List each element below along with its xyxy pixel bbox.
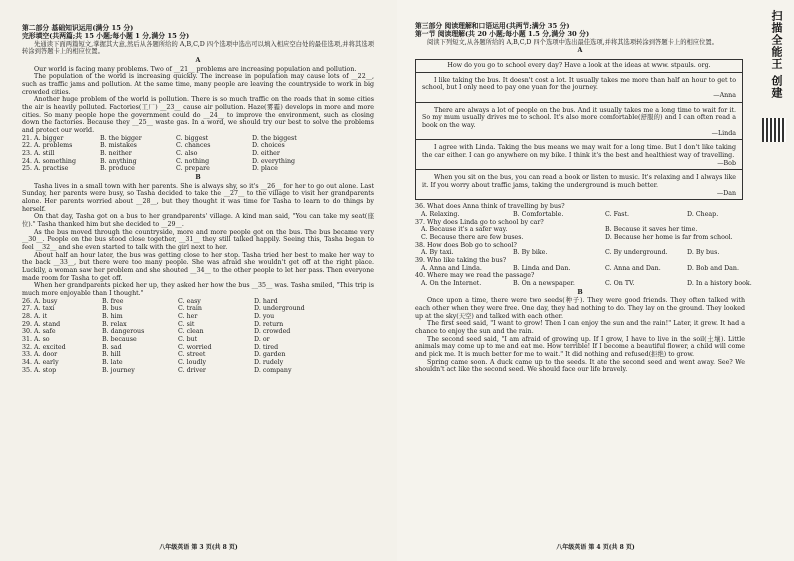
- question-option: C. On TV.: [605, 280, 635, 288]
- question-option: B. By bike.: [513, 249, 548, 257]
- option-choice: B. dangerous: [102, 328, 145, 336]
- passage-a-para-2: The population of the world is increasing quickly. The increase in population may cause lots of __22__, such as traffic jams and pollution. At the same time, many people are leaving the countryside to work in big crowded cities.: [22, 73, 374, 96]
- option-choice: 34. A. early: [22, 359, 59, 367]
- option-choice: D. or: [254, 336, 270, 344]
- option-choice: B. produce: [100, 165, 135, 173]
- option-choice: B. anything: [100, 157, 137, 165]
- page-4-footer: 八年级英语 第 4 页(共 8 页): [556, 544, 635, 551]
- option-choice: C. loudly: [178, 359, 207, 367]
- option-choice: D. underground: [254, 305, 305, 313]
- option-choice: 22. A. problems: [22, 142, 73, 150]
- ideas-box: [415, 59, 743, 200]
- reading-a-questions: [415, 203, 752, 288]
- qr-code-icon: [762, 118, 786, 142]
- passage-a-para-1: Our world is facing many problems. Two of __21__ problems are increasing population and pollution.: [34, 65, 357, 73]
- question-options: [415, 280, 752, 288]
- part-two-title: 第二部分 基础知识运用(满分 15 分): [22, 24, 134, 32]
- idea-author: —Dan: [716, 189, 736, 197]
- reading-b-paragraph: Spring came soon. A duck came up to the seeds. It ate the second seed and went away. See? We shouldn't act like the second seed. We should face our life bravely.: [415, 358, 745, 374]
- question-stem: 37. Why does Linda go to school by car?: [415, 218, 544, 226]
- passage-b-para-2: On that day, Tasha got on a bus to her grandparents' village. A kind man said, "You can take my seat(座位)." Tasha thanked him but she decided to __29__.: [22, 213, 374, 229]
- question-options: [415, 226, 745, 241]
- question-option: C. Because there are few buses.: [421, 234, 524, 241]
- option-choice: B. the bigger: [100, 134, 142, 142]
- option-choice: B. mistakes: [100, 142, 137, 150]
- option-choice: C. street: [178, 351, 206, 359]
- idea-text: When you sit on the bus, you can read a book or listen to music. It's relaxing and I always like it. If you worry about traffic jams, taking the underground is much better.: [422, 174, 736, 189]
- option-row: [22, 305, 374, 313]
- option-choice: 27. A. taxi: [22, 305, 55, 313]
- cloze-instructions: 先通读下面两篇短文,掌握其大意,然后从各题所给的 A,B,C,D 四个选项中选出可以填入相应空白处的最佳选项,并将其选项转涂到答题卡上的相应位置。: [22, 40, 374, 56]
- option-row: [22, 328, 374, 336]
- passage-a-para-3: Another huge problem of the world is pollution. There is so much traffic on the roads that in some cities the air is heavily polluted. Factories(工厂) __23__ cause air pollution. Haze(雾霾) develops in more and more cities. So many people hope the government could do __24__ to improve the environment, such as closing down the factories. Because they __25__ waste gas. In a word, we should try our best to solve the problems and protect our world.: [22, 96, 374, 134]
- option-choice: D. garden: [254, 351, 286, 359]
- option-choice: B. neither: [100, 149, 132, 157]
- question-option: D. Bob and Dan.: [687, 264, 739, 272]
- question-option: A. Because it's a safer way.: [421, 226, 508, 234]
- scanner-watermark-text: 扫描全能王 创建: [770, 10, 783, 99]
- question-stem: 40. Where may we read the passage?: [415, 272, 535, 280]
- option-choice: D. place: [252, 165, 278, 173]
- ideas-entries: [416, 73, 742, 200]
- option-choice: B. journey: [102, 366, 135, 374]
- question-option: A. Relaxing.: [421, 210, 460, 218]
- question-options: [415, 211, 745, 219]
- passage-a-letter: A: [195, 56, 201, 64]
- option-choice: 26. A. busy: [22, 297, 58, 305]
- question-stem: 36. What does Anna think of travelling by bus?: [415, 203, 565, 211]
- question-option: B. On a newspaper.: [513, 280, 575, 288]
- question-option: B. Linda and Dan.: [513, 264, 571, 272]
- option-choice: D. you: [254, 313, 275, 321]
- question-option: B. Because it saves her time.: [605, 226, 698, 234]
- option-row: [22, 321, 374, 329]
- option-choice: C. prepare: [176, 165, 210, 173]
- option-choice: 31. A. so: [22, 336, 50, 344]
- passage-b-options: [22, 298, 374, 375]
- reading-b-paragraph: The second seed said, "I am afraid of growing up. If I grow, I have to live in the soil(土壤). Little animals may come up to me and eat me. How terrible! If I become a beautiful flower, a child will come and pick me. It is much better for me to wait." It did nothing and refused(拒绝) to grow.: [415, 335, 745, 359]
- page-4: [397, 0, 794, 561]
- option-row: [22, 336, 374, 344]
- option-choice: D. hard: [254, 297, 278, 305]
- option-row: [22, 367, 374, 375]
- option-choice: C. also: [176, 149, 198, 157]
- page-3-footer: 八年级英语 第 3 页(共 8 页): [159, 544, 238, 551]
- option-row: [22, 158, 374, 166]
- option-row: [22, 359, 374, 367]
- option-row: [22, 142, 374, 150]
- option-choice: C. nothing: [176, 157, 210, 165]
- option-choice: B. relax: [102, 320, 127, 328]
- passage-a-options: [22, 135, 374, 173]
- option-choice: D. choices: [252, 142, 285, 150]
- option-choice: B. sad: [102, 343, 122, 351]
- option-choice: D. company: [254, 366, 292, 374]
- part-three-title: 第三部分 阅读理解和口语运用(共两节;满分 35 分): [415, 22, 570, 30]
- option-choice: D. either: [252, 149, 280, 157]
- option-choice: C. her: [178, 313, 198, 321]
- reading-b-paragraph: The first seed said, "I want to grow! Then I can enjoy the sun and the rain!" Later, it grew. It had a chance to enjoy the sun and the rain.: [415, 320, 745, 336]
- question-options: [415, 265, 745, 273]
- option-choice: C. biggest: [176, 134, 209, 142]
- option-choice: 21. A. bigger: [22, 134, 64, 142]
- idea-author: —Bob: [717, 159, 736, 167]
- option-row: [22, 344, 374, 352]
- option-choice: 23. A. still: [22, 149, 55, 157]
- option-choice: 29. A. stand: [22, 320, 61, 328]
- idea-text: I like taking the bus. It doesn't cost a lot. It usually takes me more than half an hour to get to school, but I only need to pay one yuan for the journey.: [422, 76, 736, 92]
- passage-b-para-1: Tasha lives in a small town with her parents. She is always shy, so it's __26__ for her to go out alone. Last Sunday, her parents were busy, so Tasha decided to take the __27__ to the village to visit her grandparents alone. Her parents worried about __28__, but they thought it was time for Tasha to learn to do things by herself.: [22, 182, 374, 213]
- idea-author: —Anna: [713, 91, 736, 99]
- question-options: [415, 249, 745, 257]
- option-choice: B. him: [102, 313, 123, 321]
- passage-b-para-5: When her grandparents picked her up, they asked her how the bus __35__ was. Tasha smiled, "This trip is much more enjoyable than I thought.": [22, 282, 374, 298]
- question-option: D. Because her home is far from school.: [605, 234, 733, 241]
- reading-b-letter: B: [577, 288, 583, 296]
- cloze-title: 完形填空(共两篇;共 15 小题;每小题 1 分,满分 15 分): [22, 32, 190, 41]
- option-choice: D. crowded: [254, 328, 291, 336]
- question-option: D. Cheap.: [687, 210, 719, 218]
- idea-author: —Linda: [711, 129, 736, 137]
- question-option: C. By underground.: [605, 249, 668, 257]
- idea-entry: [416, 140, 742, 170]
- option-choice: 30. A. safe: [22, 328, 56, 336]
- option-choice: B. hill: [102, 351, 121, 359]
- passage-b-para-4: About half an hour later, the bus was getting close to her stop. Tasha tried her best to make her way to the back __33__, but there were too many people. She was afraid she wouldn't get off at the right place. Luckily, a woman saw her problem and she shouted __34__ to the other people to let her pass. Then everyone made room for Tasha to get off.: [22, 251, 374, 282]
- reading-b-paragraph: Once upon a time, there were two seeds(种子). They were good friends. They often talked with each other when they were free. One day, they had nothing to do. They lay on the ground. They looked up at the sky(天空) and talked with each other.: [415, 297, 745, 320]
- question-option: D. In a history book.: [687, 280, 752, 288]
- idea-entry: [416, 73, 742, 103]
- option-choice: B. because: [102, 336, 137, 344]
- option-choice: D. rudely: [254, 359, 284, 367]
- reading-a-letter: A: [577, 47, 583, 55]
- question-option: B. Comfortable.: [513, 210, 564, 218]
- option-choice: D. return: [254, 320, 284, 328]
- option-row: [22, 135, 374, 143]
- option-choice: B. bus: [102, 305, 122, 313]
- question-option: C. Fast.: [605, 210, 630, 218]
- option-choice: C. but: [178, 336, 198, 344]
- option-choice: C. chances: [176, 142, 211, 150]
- option-choice: 35. A. stop: [22, 366, 57, 374]
- option-choice: 33. A. door: [22, 351, 58, 359]
- idea-text: There are always a lot of people on the bus. And it usually takes me a long time to wait for it. So my mum usually drives me to school. It's also more comfortable(舒服的) and I can often read a book on the way.: [422, 106, 736, 129]
- option-choice: D. the biggest: [252, 134, 297, 142]
- option-choice: C. easy: [178, 297, 201, 305]
- question-stem: 39. Who like taking the bus?: [415, 257, 507, 265]
- option-row: [22, 313, 374, 321]
- reading-b-passage: [415, 297, 745, 374]
- option-choice: 28. A. it: [22, 313, 48, 321]
- option-row: [22, 298, 374, 306]
- ideas-box-header: How do you go to school every day? Have a look at the ideas at www. stpauls. org.: [416, 60, 742, 73]
- reading-instructions: 阅读下列短文,从各题所给的 A,B,C,D 四个选项中选出最佳选项,并将其选项转涂到答题卡上的相应位置。: [427, 38, 718, 46]
- option-choice: C. driver: [178, 366, 206, 374]
- question-stem: 38. How does Bob go to school?: [415, 241, 517, 249]
- question-option: C. Anna and Dan.: [605, 264, 661, 272]
- option-choice: B. free: [102, 297, 124, 305]
- idea-text: I agree with Linda. Taking the bus means we may wait for a long time. But I don't like taking the car either. I can go anywhere on my bike. I think it's the best and healthiest way of travelling.: [422, 144, 736, 159]
- right-column: [415, 22, 752, 374]
- option-choice: D. tired: [254, 343, 279, 351]
- option-choice: 32. A. excited: [22, 343, 66, 351]
- left-column: [22, 24, 374, 374]
- passage-b-para-3: As the bus moved through the countryside, more and more people got on the bus. The bus became very __30__. People on the bus stood close together, __31__ they still talked happily. Seeing this, Tasha began to feel __32__ and she even started to talk with the girl next to her.: [22, 228, 374, 252]
- option-row: [22, 351, 374, 359]
- option-choice: C. train: [178, 305, 202, 313]
- option-choice: D. everything: [252, 157, 296, 165]
- option-choice: C. clean: [178, 328, 204, 336]
- option-choice: 25. A. practise: [22, 165, 69, 173]
- idea-entry: [416, 170, 742, 199]
- question-option: A. Anna and Linda.: [421, 264, 482, 272]
- reading-section-title: 第一节 阅读理解(共 20 小题;每小题 1.5 分,满分 30 分): [415, 30, 590, 39]
- idea-entry: [416, 103, 742, 141]
- option-row: [22, 150, 374, 158]
- question-option: A. On the Internet.: [421, 280, 482, 288]
- question-option: A. By taxi.: [421, 249, 454, 257]
- option-choice: C. sit: [178, 320, 195, 328]
- option-choice: B. late: [102, 359, 123, 367]
- option-choice: 24. A. something: [22, 157, 76, 165]
- passage-b-letter: B: [195, 173, 201, 181]
- question-option: D. By bus.: [687, 249, 720, 257]
- option-row: [22, 165, 374, 173]
- option-choice: C. worried: [178, 343, 212, 351]
